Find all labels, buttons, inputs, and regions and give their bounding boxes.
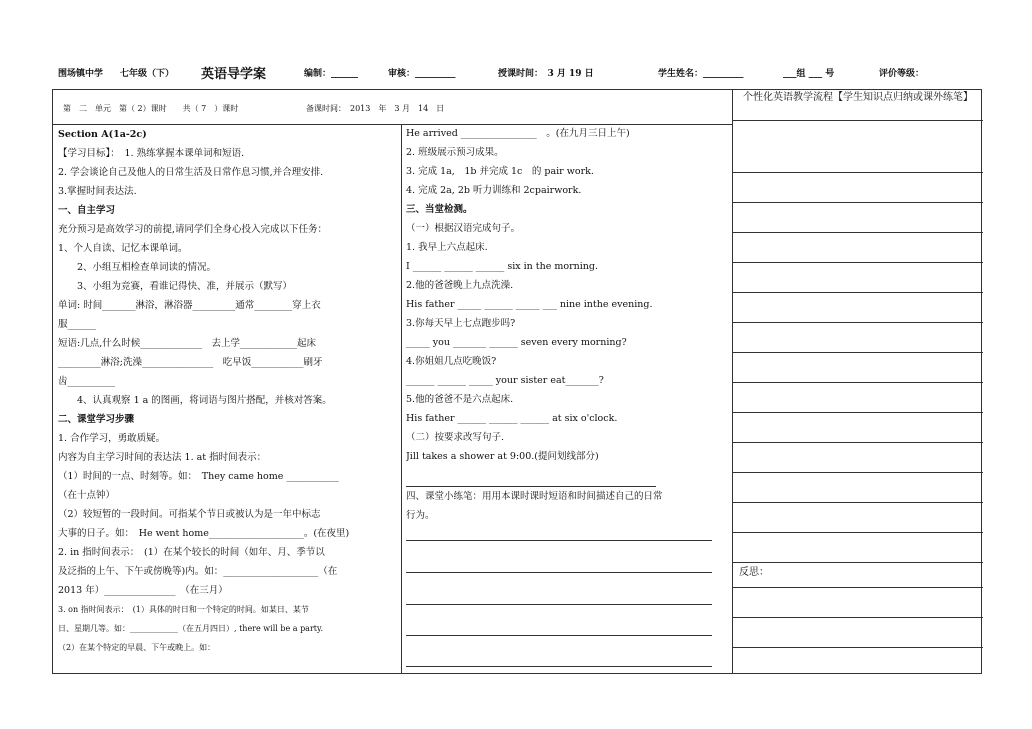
text-line: 齿__________ <box>58 376 116 387</box>
group-number-field: ___组 ___ 号 <box>783 69 835 79</box>
unit-period-info: 第 二 单元 第（ 2）课时 共（ 7 ）课时 <box>63 104 239 113</box>
text-line: 2、小组互相检查单词读的情况。 <box>58 262 217 273</box>
middle-content-column <box>406 124 726 525</box>
notes-row-line <box>733 442 983 443</box>
text-line: 4.你姐姐几点吃晚饭? <box>406 356 497 367</box>
text-line: _________淋浴;洗澡_______________ 吃早饭___________刷牙 <box>58 357 323 368</box>
text-line: 1、个人自读、记忆本课单词。 <box>58 243 188 254</box>
notes-row-line <box>733 412 983 413</box>
text-line: 及泛指的上午、下午或傍晚等)内。如：____________________（在 <box>58 566 338 577</box>
text-line: 行为。 <box>406 510 435 521</box>
middle-column-divider <box>401 124 402 673</box>
notes-row-line <box>733 292 983 293</box>
text-line: （一）根据汉语完成句子。 <box>406 223 521 234</box>
text-line: 5.他的爸爸不是六点起床. <box>406 394 514 405</box>
text-line: ______ ______ _____ your sister eat_______? <box>406 375 604 386</box>
text-line: 3. 完成 1a, 1b 并完成 1c 的 pair work. <box>406 166 594 177</box>
text-line: 2. 学会谈论自己及他人的日常生活及日常作息习惯,并合理安排. <box>58 167 324 178</box>
text-line: 2013 年）_______________ （在三月） <box>58 585 228 596</box>
notes-row-line <box>733 172 983 173</box>
reviewer-field: 审核：_________ <box>388 69 456 79</box>
text-line: 3. on 指时间表示： (1）具体的时日和一个特定的时间。如某日、某节 <box>58 605 309 614</box>
reflection-label: 反思： <box>739 567 769 578</box>
text-line: 一、自主学习 <box>58 205 116 216</box>
text-line: 四、课堂小练笔：用用本课时课时短语和时间描述自己的日常 <box>406 491 663 502</box>
text-line: （二）按要求改写句子. <box>406 432 505 443</box>
writing-line <box>406 666 712 667</box>
evaluation-field: 评价等级： <box>879 69 925 79</box>
text-line: 三、当堂检测。 <box>406 204 473 215</box>
notes-row-line <box>733 352 983 353</box>
writing-line <box>406 572 712 573</box>
text-line: 1. 我早上六点起床. <box>406 242 488 253</box>
notes-row-line <box>733 502 983 503</box>
notes-row-line <box>733 232 983 233</box>
text-line: 3.你每天早上七点跑步吗? <box>406 318 516 329</box>
grade-label: 七年级（下） <box>120 69 175 79</box>
notes-row-line <box>733 617 983 618</box>
notes-row-line <box>733 120 983 121</box>
editor-field: 编制：______ <box>304 69 359 79</box>
text-line: 3.掌握时间表达法. <box>58 186 137 197</box>
text-line: I ______ ______ ______ six in the morning. <box>406 261 599 272</box>
notes-row-line <box>733 587 983 588</box>
text-line: He arrived ________________ 。(在九月三日上午) <box>406 128 630 139</box>
page-title: 英语导学案 <box>201 67 267 82</box>
text-line: 短语:几点,什么时候_____________ 去上学____________起床 <box>58 338 316 349</box>
school-name: 围场镇中学 <box>58 69 104 79</box>
text-line: 单词: 时间_______淋浴，淋浴器_________通常________穿上衣 <box>58 300 321 311</box>
text-line: 服______ <box>58 319 97 330</box>
left-content-column <box>58 125 398 657</box>
text-line: 大事的日子。如： He went home____________________。(在夜里) <box>58 528 350 539</box>
notes-row-line <box>733 532 983 533</box>
worksheet-table <box>52 89 982 674</box>
notes-row-line <box>733 262 983 263</box>
text-line: （2）在某个特定的早晨、下午或晚上。如： <box>58 643 216 652</box>
notes-row-line <box>733 202 983 203</box>
text-line: 3、小组为竞赛，看谁记得快、准，并展示（默写） <box>58 281 293 292</box>
writing-line <box>406 604 712 605</box>
text-line: 日、星期几等。如：____________（在五月四日）, there will be a party. <box>58 624 323 633</box>
notes-row-line <box>733 322 983 323</box>
text-line: Section A(1a-2c) <box>58 129 147 140</box>
prep-date-info: 备课时间： 2013 年 3 月 14 日 <box>306 104 445 113</box>
text-line: （1）时间的一点、时刻等。如： They came home ___________ <box>58 471 339 482</box>
notes-row-line <box>733 647 983 648</box>
text-line: （在十点钟） <box>58 490 116 501</box>
text-line: （2）较短暂的一段时间。可指某个节日或被认为是一年中标志 <box>58 509 321 520</box>
side-column-title: 个性化英语教学流程【学生知识点归纳或课外练笔】 <box>743 92 973 103</box>
student-name-field: 学生姓名：_________ <box>658 69 744 79</box>
notes-row-line <box>733 382 983 383</box>
answer-line <box>406 466 656 487</box>
text-line: 内容为自主学习时间的表达法 1. at 指时间表示： <box>58 452 267 463</box>
text-line: _____ you _______ ______ seven every morning? <box>406 337 627 348</box>
text-line: 二、课堂学习步骤 <box>58 414 135 425</box>
text-line: 4. 完成 2a, 2b 听力训练和 2cpairwork. <box>406 185 582 196</box>
text-line: 【学习目标】： 1. 熟练掌握本课单词和短语. <box>58 148 245 159</box>
text-line: His father _____ ______ _____ ___ nine inthe evening. <box>406 299 653 310</box>
notes-row-line <box>733 562 983 563</box>
text-line: 2.他的爸爸晚上九点洗澡. <box>406 280 514 291</box>
writing-line <box>406 635 712 636</box>
text-line: 充分预习是高效学习的前提,请同学们全身心投入完成以下任务： <box>58 224 328 235</box>
text-line: His father ______ ______ ______ at six o'clock. <box>406 413 618 424</box>
text-line: 1. 合作学习，勇敢质疑。 <box>58 433 166 444</box>
text-line: 2. in 指时间表示： (1）在某个较长的时间（如年、月、季节以 <box>58 547 325 558</box>
text-line: Jill takes a shower at 9:00.(提问划线部分) <box>406 451 599 462</box>
teach-time-field: 授课时间： 3 月 19 日 <box>498 69 594 79</box>
writing-line <box>406 540 712 541</box>
notes-row-line <box>733 472 983 473</box>
text-line: 2. 班级展示预习成果。 <box>406 147 504 158</box>
text-line: 4、认真观察 1 a 的图画，将词语与图片搭配，并核对答案。 <box>58 395 332 406</box>
